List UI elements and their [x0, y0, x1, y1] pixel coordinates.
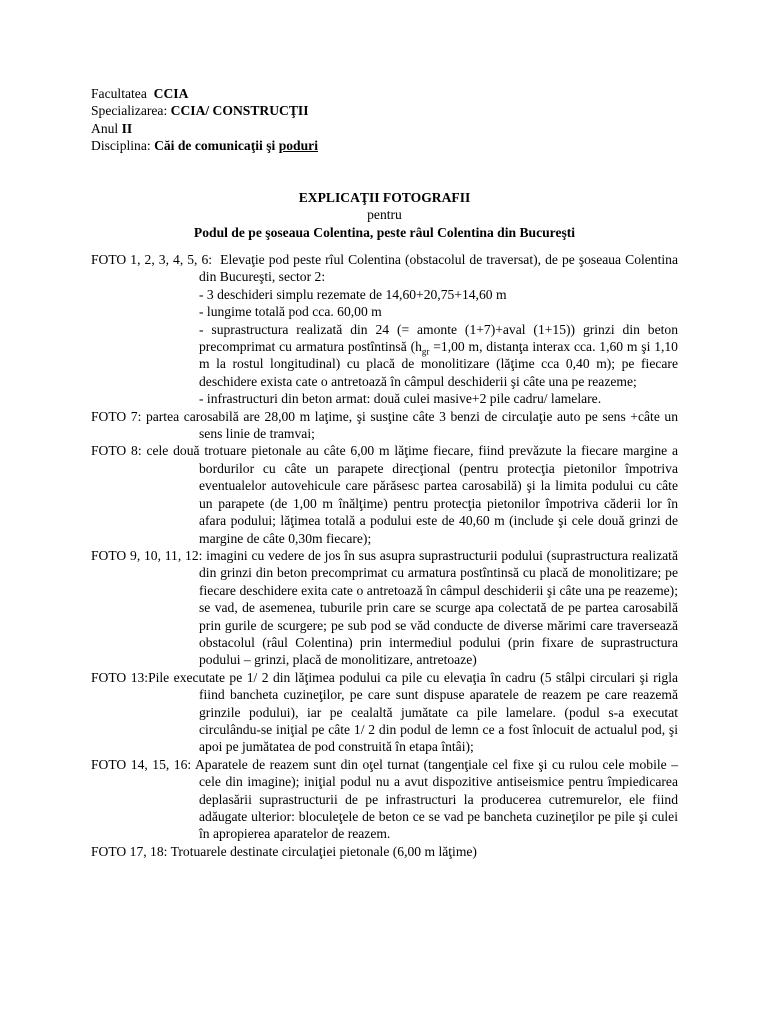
entry-foto-14-16: FOTO 14, 15, 16: Aparatele de reazem sunt din oţel turnat (tangenţiale cel fixe şi cu rulou cele mobile – cele din imagine); iniţial podul nu a avut dispozitive antiseismice pentru împiedicarea deplasării suprastructurii de pe infrastructuri la producerea cutremurelor, ele fiind adăugate ulterior: bloculeţele de beton ce se vad pe bancheta cuzineţilor pe pile şi culei în apropierea aparatelor de reazem. — [91, 756, 678, 842]
entry-foto-8: FOTO 8: cele două trotuare pietonale au câte 6,00 m lăţime fiecare, fiind prevăzute la fiecare margine a bordurilor cu câte un parapete direcţional (pentru protecţia pietonilor împotriva eventualelor autovehicule care părăsesc partea carosabilă) şi la limita podului cu câte un parapete (de 1,00 m înălţime) pentru protecţia pietonilor împotriva căderii lor în afara podului; lăţimea totală a podului este de 40,60 m (include şi cele două grinzi de margine de câte 0,30m fiecare); — [91, 443, 678, 546]
faculty-line — [91, 85, 318, 102]
entry-foto-1-6-label: FOTO 1, 2, 3, 4, 5, 6: — [91, 252, 213, 267]
document-title — [91, 189, 678, 241]
year-label: Anul — [91, 120, 119, 136]
entry-foto-1-6-bullet-4: - infrastructuri din beton armat: două culei masive+2 pile cadru/ lamelare. — [199, 391, 602, 407]
year-value: II — [121, 120, 133, 136]
specialization-label: Specializarea: — [91, 103, 168, 119]
title-bridge: Podul de pe şoseaua Colentina, peste râul Colentina din Bucureşti — [193, 224, 576, 240]
entry-foto-1-6-intro: FOTO 1, 2, 3, 4, 5, 6: Elevaţie pod peste rîul Colentina (obstacolul de traversat), de pe şoseaua Colentina din Bucureşti, sector 2: — [91, 252, 678, 285]
photo-explanations — [91, 251, 678, 860]
entry-foto-17-18: FOTO 17, 18: Trotuarele destinate circulaţiei pietonale (6,00 m lăţime) — [91, 843, 477, 859]
subscript-gr: gr — [421, 346, 430, 357]
entry-foto-1-6 — [91, 251, 678, 408]
title-main: EXPLICAŢII FOTOGRAFII — [298, 190, 471, 205]
discipline-label: Disciplina: — [91, 138, 151, 154]
discipline-value: Căi de comunicaţii şi — [154, 138, 276, 154]
faculty-label: Facultatea — [91, 86, 147, 101]
faculty-value: CCIA — [153, 86, 189, 101]
specialization-line — [91, 102, 318, 119]
title-sub: pentru — [367, 207, 402, 223]
discipline-line — [91, 137, 318, 154]
year-line — [91, 120, 318, 137]
entry-foto-13: FOTO 13:Pile executate pe 1/ 2 din lăţimea podului ca pile cu elevaţia în cadru (5 stâlpi circulari şi rigla fiind bancheta cuzineţilor, pe care sunt dispuse aparatele de reazem pe care reazemă grinzile podului), iar pe cealaltă jumătate ca pile lamelare. (podul s-a executat circulându-se iniţial pe câte 1/ 2 din podul de lemn ce a fost înlocuit de actualul pod, şi apoi pe jumătatea de pod construită în etapa întâi); — [91, 669, 678, 755]
specialization-value: CCIA/ CONSTRUCŢII — [170, 103, 309, 119]
discipline-value-underlined: poduri — [278, 138, 318, 154]
entry-foto-1-6-bullet-1: - 3 deschideri simplu rezemate de 14,60+20,75+14,60 m — [199, 286, 507, 302]
entry-foto-7: FOTO 7: partea carosabilă are 28,00 m laţime, şi susţine câte 3 benzi de circulaţie auto pe sens +câte un sens linie de tramvai; — [91, 408, 678, 442]
entry-foto-9-12: FOTO 9, 10, 11, 12: imagini cu vedere de jos în sus asupra suprastructurii podului (suprastructura realizată din grinzi din beton precomprimat cu armatura postîntinsă cu placă de monolitizare; pe fiecare deschidere exita cate o antretoază în câmpul deschiderii şi câte una pe reazeme); se vad, de asemenea, tuburile prin care se scurge apa colectată de pe partea carosabilă prin gurile de scurgere; pe sub pod se văd conducte de diverse mărimi care traversează obstacolul (râul Colentina) prin intermediul podului (prin fixare de suprastructura podului – grinzi, placă de monolitizare, antretoaze) — [91, 547, 678, 668]
course-header — [91, 85, 318, 155]
entry-foto-1-6-bullet-3: - suprastructura realizată din 24 (= amonte (1+7)+aval (1+15)) grinzi din beton precomprimat cu armatura postîntinsă ($h_{gr} =1,00$ m, distanţa interax cca. 1,60 m şi 1,10 m la rostul longitudinal) cu placă de monolitizare (lăţime cca 0,40 m); pe fiecare deschidere exista cate o antretoază în câmpul deschiderii şi câte una pe reazeme; — [199, 321, 678, 389]
entry-foto-1-6-bullet-2: - lungime totală pod cca. 60,00 m — [199, 304, 382, 320]
